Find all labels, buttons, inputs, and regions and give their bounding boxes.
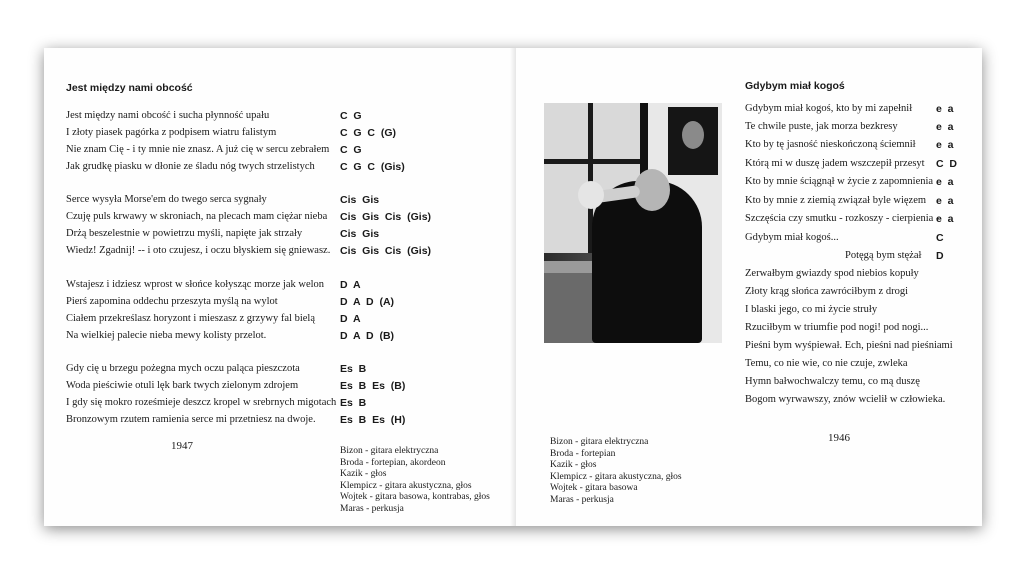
lyric-line: Gdybym miał kogoś, kto by mi zapełnił — [745, 103, 913, 114]
lyric-line: Gdybym miał kogoś... — [745, 232, 839, 243]
credit-item: Bizon - gitara elektryczna — [340, 446, 439, 456]
credits-list — [340, 446, 490, 515]
lyric-line: Pierś zapomina oddechu przeszyta myślą na wylot — [66, 296, 278, 307]
song-title: Jest między nami obcość — [66, 82, 193, 94]
credit-item: Wojtek - gitara basowa, kontrabas, głos — [340, 492, 490, 502]
year-label: 1946 — [828, 432, 850, 444]
lyric-line: Kto by mnie z ziemią związał byle więzem — [745, 195, 927, 206]
lyric-line: Złoty krąg słońca zawróciłbym z drogi — [745, 286, 908, 297]
chord-label: Cis Gis — [340, 228, 380, 240]
lyric-line: Wiedz! Zgadnij! -- i oto czujesz, i oczu błyskiem się gniewasz. — [66, 245, 331, 256]
lyric-line: Szczęścia czy smutku - rozkoszy - cierpienia - — [745, 213, 940, 224]
chord-label: C — [936, 232, 944, 244]
chord-label: Es B — [340, 397, 367, 409]
lyric-line: Potęgą bym stężał — [845, 250, 922, 261]
lyric-line: Serce wysyła Morse'em do twego serca sygnały — [66, 194, 267, 205]
portrait-shape — [668, 107, 718, 175]
chord-label: Cis Gis Cis (Gis) — [340, 211, 432, 223]
chord-label: D A — [340, 313, 361, 325]
lyric-line: Wstajesz i idziesz wprost w słońce kołysząc morze jak welon — [66, 279, 325, 290]
left-page — [44, 48, 516, 526]
lyric-line: Jest między nami obcość i sucha płynność upału — [66, 110, 270, 121]
chord-label: D A D (A) — [340, 296, 395, 308]
chord-label: D — [936, 250, 944, 262]
year-label: 1947 — [171, 440, 193, 452]
credit-item: Kazik - głos — [550, 460, 597, 470]
lyric-line: Pieśni bym wyśpiewał. Ech, pieśni nad pieśniami — [745, 340, 953, 351]
trumpet-player-photo — [544, 103, 722, 343]
chord-label: C G C (G) — [340, 127, 396, 139]
chord-label: Cis Gis Cis (Gis) — [340, 245, 432, 257]
lyric-line: Którą mi w duszę jadem wszczepił przesyt — [745, 158, 925, 169]
chord-label: D A D (B) — [340, 330, 395, 342]
lyric-line: Bogom wyrwawszy, znów wcielił w człowieka. — [745, 394, 946, 405]
chord-label: Es B Es (B) — [340, 380, 406, 392]
lyric-line: Czuję puls krwawy w skroniach, na plecach mam ciężar nieba — [66, 211, 328, 222]
chord-label: e a — [936, 103, 954, 115]
credit-item: Klempicz - gitara akustyczna, głos — [550, 471, 682, 482]
lyric-line: Kto by tę jasność nieskończoną ściemnił — [745, 139, 916, 150]
chord-label: C D — [936, 158, 957, 170]
lyric-line: I blaski jego, co mi życie struły — [745, 304, 878, 315]
lyric-line: I złoty piasek pagórka z podpisem wiatru falistym — [66, 127, 277, 138]
chord-label: e a — [936, 195, 954, 207]
credit-item: Broda - fortepian, akordeon — [340, 457, 446, 468]
chord-label: D A — [340, 279, 361, 291]
lyric-line: Temu, co nie wie, co nie czuje, zwleka — [745, 358, 908, 369]
lyric-line: Zerwałbym gwiazdy spod niebios kopuły — [745, 268, 919, 279]
lyric-line: Gdy cię u brzegu pożegna mych oczu paląca pieszczota — [66, 363, 300, 374]
lyric-line: Kto by mnie ściągnął w życie z zapomnienia — [745, 176, 934, 187]
lyric-line: Jak grudkę piasku w dłonie ze śladu nóg twych strzelistych — [66, 161, 315, 172]
lyric-line: Na wielkiej palecie nieba mewy kolisty przelot. — [66, 330, 267, 341]
lyric-line: Rzuciłbym w triumfie pod nogi! pod nogi... — [745, 322, 929, 333]
lyric-line: Hymn bałwochwalczy temu, co mą duszę — [745, 376, 920, 387]
chord-label: Cis Gis — [340, 194, 380, 206]
chord-label: C G — [340, 110, 362, 122]
credit-item: Broda - fortepian — [550, 448, 616, 459]
song-title: Gdybym miał kogoś — [745, 80, 845, 92]
chord-label: e a — [936, 139, 954, 151]
lyric-line: Nie znam Cię - i ty mnie nie znasz. A już cię w sercu zebrałem — [66, 144, 330, 155]
chord-label: Es B Es (H) — [340, 414, 406, 426]
credit-item: Maras - perkusja — [550, 494, 614, 505]
credit-item: Klempicz - gitara akustyczna, głos — [340, 480, 472, 491]
credits-list — [550, 437, 682, 506]
chord-label: e a — [936, 176, 954, 188]
chord-label: e a — [936, 121, 954, 133]
chord-label: Es B — [340, 363, 367, 375]
lyric-line: I gdy się mokro roześmieje deszcz kropel w srebrnych migotach — [66, 397, 337, 408]
lyric-line: Woda pieściwie otuli lęk bark twych zielonym zdrojem — [66, 380, 299, 391]
lyric-line: Ciałem przekreślasz horyzont i mieszasz z grzywy fal bielą — [66, 313, 315, 324]
chord-label: C G C (Gis) — [340, 161, 405, 173]
lyric-line: Drżą beszelestnie w powietrzu myśli, napięte jak strzały — [66, 228, 303, 239]
chord-label: e a — [936, 213, 954, 225]
booklet-spread — [44, 48, 982, 526]
credit-item: Wojtek - gitara basowa — [550, 483, 638, 493]
lyric-line: Bronzowym rzutem ramienia serce mi przetniesz na dwoje. — [66, 414, 316, 425]
chord-label: C G — [340, 144, 362, 156]
credit-item: Bizon - gitara elektryczna — [550, 437, 649, 447]
credit-item: Maras - perkusja — [340, 503, 404, 514]
lyric-line: Te chwile puste, jak morza bezkresy — [745, 121, 898, 132]
credit-item: Kazik - głos — [340, 469, 387, 479]
